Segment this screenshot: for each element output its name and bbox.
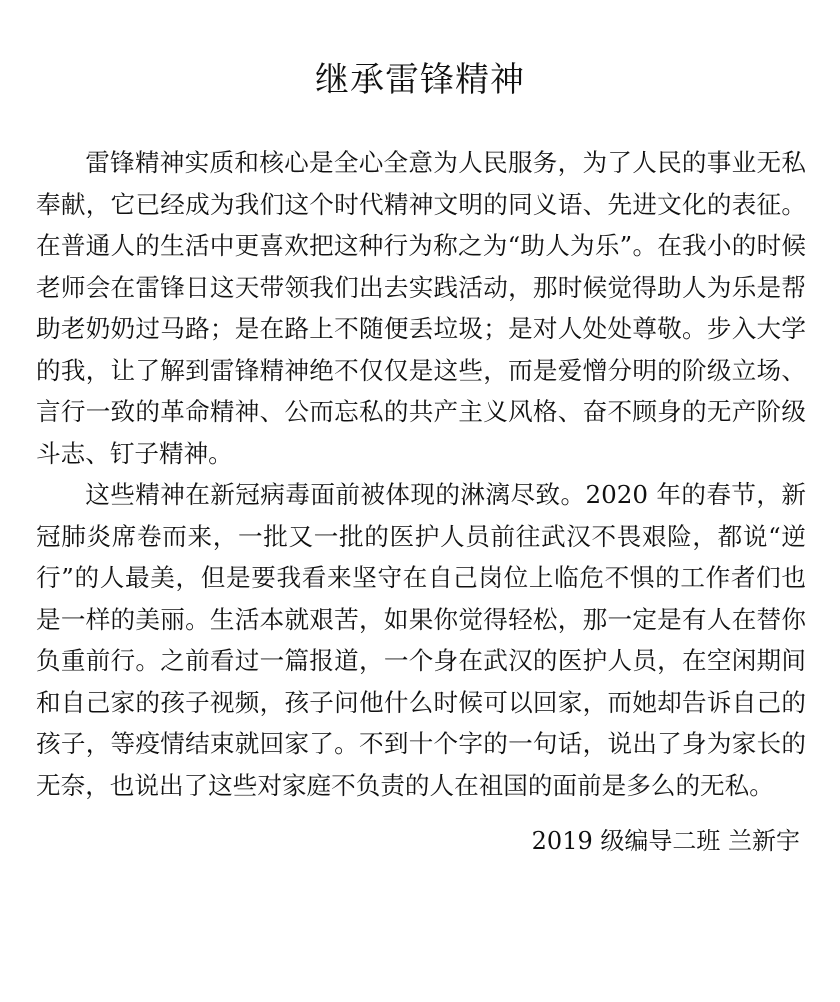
paragraph-1: 雷锋精神实质和核心是全心全意为人民服务，为了人民的事业无私奉献，它已经成为我们这个时代精神文明的同义语、先进文化的表征。在普通人的生活中更喜欢把这种行为称之为“助人为乐”。在我小的时候老师会在雷锋日这天带领我们出去实践活动，那时候觉得助人为乐是帮助老奶奶过马路；是在路上不随便丢垃圾；是对人处处尊敬。步入大学的我，让了解到雷锋精神绝不仅仅是这些，而是爱憎分明的阶级立场、言行一致的革命精神、公而忘私的共产主义风格、奋不顾身的无产阶级斗志、钉子精神。: [36, 148, 806, 468]
author-signature: 2019 级编导二班 兰新宇: [531, 827, 800, 855]
paragraph-2: 这些精神在新冠病毒面前被体现的淋漓尽致。2020 年的春节，新冠肺炎席卷而来，一批又一批的医护人员前往武汉不畏艰险，都说“逆行”的人最美，但是要我看来坚守在自己岗位上临危不惧的工作者们也是一样的美丽。生活本就艰苦，如果你觉得轻松，那一定是有人在替你负重前行。之前看过一篇报道，一个身在武汉的医护人员，在空闲期间和自己家的孩子视频，孩子问他什么时候可以回家，而她却告诉自己的孩子，等疫情结束就回家了。不到十个字的一句话，说出了身为家长的无奈，也说出了这些对家庭不负责的人在祖国的面前是多么的无私。: [36, 480, 806, 800]
document-body: [36, 142, 806, 806]
document-title: 继承雷锋精神: [315, 60, 525, 100]
